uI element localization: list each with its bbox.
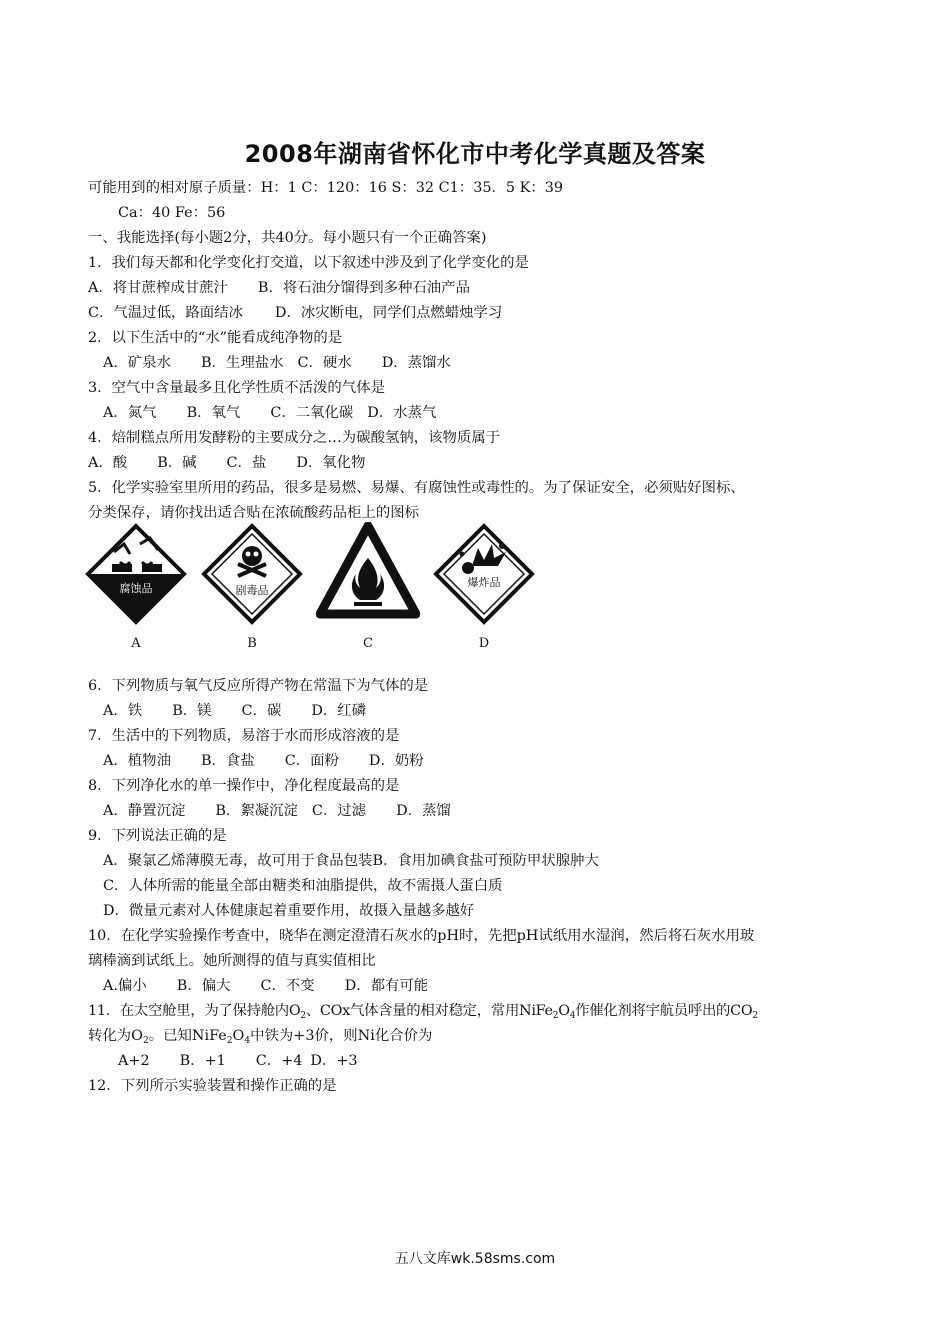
option-c: C．二氧化碳	[270, 405, 354, 421]
option-c: C．硬水	[297, 355, 352, 371]
question-11-stem-line-1	[88, 1001, 758, 1026]
subscript: 2	[142, 1036, 149, 1046]
question-1-options-row-2	[88, 303, 502, 323]
option-c: C．气温过低，路面结冰	[88, 305, 243, 321]
option-a: A.偏小	[103, 978, 147, 994]
sign-letter: A	[131, 636, 141, 651]
question-3-options	[103, 403, 436, 423]
subscript: 4	[244, 1036, 251, 1046]
option-b: B．镁	[172, 703, 212, 719]
option-c: C．碳	[241, 703, 282, 719]
text-run: 、COx气体含量的相对稳定，常用NiFe	[305, 1003, 553, 1019]
question-10-stem-line-2: 璃棒滴到试纸上。她所测得的值与真实值相比	[88, 953, 376, 969]
atomic-mass-line-2: Ca：40 Fe：56	[118, 205, 226, 221]
option-b: B．生理盐水	[200, 355, 284, 371]
corrosive-icon	[84, 522, 188, 630]
option-b: B．食盐	[200, 753, 255, 769]
option-d: D．冰灾断电，同学们点燃蜡烛学习	[274, 305, 503, 321]
text-run: 11．在太空舱里，为了保持舱内O	[88, 1003, 301, 1019]
sign-option-a	[84, 522, 188, 654]
option-a: A．铁	[103, 703, 143, 719]
text-run: 作催化剂将宇航员呼出的CO	[575, 1003, 753, 1019]
question-9-option-c: C．人体所需的能量全部由糖类和油脂提供，故不需摄人蛋白质	[103, 878, 503, 894]
page-title: 2008年湖南省怀化市中考化学真题及答案	[244, 140, 706, 168]
option-a: A．聚氯乙烯薄膜无毒，故可用于食品包装	[103, 853, 373, 869]
sign-letter: D	[478, 636, 490, 651]
question-1-options-row-1	[88, 278, 470, 298]
question-6-options	[103, 701, 366, 721]
question-5-stem-line-1: 5．化学实验室里所用的药品，很多是易燃、易爆、有腐蚀性或毒性的。为了保证安全，必须贴好图标、	[88, 480, 745, 496]
question-12-stem: 12．下列所示实验装置和操作正确的是	[88, 1078, 337, 1094]
text-run: O	[232, 1028, 245, 1044]
option-b: B．絮凝沉淀	[215, 803, 298, 819]
subscript: 2	[752, 1011, 758, 1021]
option-a: A．矿泉水	[103, 355, 171, 371]
question-3-stem: 3．空气中含量最多且化学性质不活泼的气体是	[88, 380, 385, 396]
atomic-mass-line-1: 可能用到的相对原子质量：H：1 C：120：16 S：32 C1：35．5 K：39	[88, 180, 564, 196]
subscript: 2	[226, 1036, 233, 1046]
toxic-icon	[200, 522, 304, 630]
option-c: C．不变	[260, 978, 315, 994]
question-11-stem-line-2	[88, 1026, 432, 1051]
option-d: D．水蒸气	[367, 405, 437, 421]
option-b: B．将石油分馏得到多种石油产品	[257, 280, 470, 296]
question-6-stem: 6．下列物质与氧气反应所得产物在常温下为气体的是	[88, 678, 429, 694]
sign-label: 腐蚀品	[119, 582, 153, 595]
sign-letter: B	[247, 636, 257, 651]
question-11-options	[118, 1051, 358, 1071]
option-c: C．过滤	[311, 803, 367, 819]
question-8-options	[103, 801, 451, 821]
question-7-stem: 7．生活中的下列物质，易溶于水而形成溶液的是	[88, 728, 400, 744]
option-b: B．+1	[179, 1053, 226, 1069]
sign-option-d	[432, 522, 536, 654]
option-b: B．偏大	[176, 978, 231, 994]
flammable-icon	[316, 522, 420, 630]
footer-watermark: 五八文库wk.58sms.com	[394, 1251, 556, 1267]
sign-option-c	[316, 522, 420, 654]
option-a: A．酸	[88, 455, 128, 471]
question-5-stem-line-2: 分类保存，请你找出适合贴在浓硫酸药品柜上的图标	[88, 505, 419, 521]
option-a: A．将甘蔗榨成甘蔗汁	[88, 280, 228, 296]
text-run: 中铁为+3价，则Ni化合价为	[250, 1028, 433, 1044]
sign-letter: C	[363, 636, 373, 651]
question-7-options	[103, 751, 424, 771]
option-d: D．+3	[310, 1053, 358, 1069]
option-a: A．静置沉淀	[103, 803, 186, 819]
question-2-options	[103, 353, 451, 373]
explosive-icon	[432, 522, 536, 630]
question-4-options	[88, 453, 365, 473]
option-c: C．盐	[226, 455, 267, 471]
sign-label: 爆炸品	[467, 576, 501, 589]
option-d: D．氧化物	[296, 455, 366, 471]
option-b: B．氧气	[186, 405, 241, 421]
question-9-options-row-1	[103, 851, 599, 871]
option-b: B．碱	[157, 455, 197, 471]
option-c: C．面粉	[284, 753, 339, 769]
option-a: A+2	[118, 1053, 150, 1069]
question-8-stem: 8．下列净化水的单一操作中，净化程度最高的是	[88, 778, 400, 794]
text-run: 。已知NiFe	[148, 1028, 227, 1044]
sign-label: 剧毒品	[235, 584, 269, 597]
subscript: 2	[552, 1011, 559, 1021]
option-a: A．植物油	[103, 753, 171, 769]
subscript: 2	[300, 1011, 306, 1021]
section-heading: 一、我能选择(每小题2分，共40分。每小题只有一个正确答案)	[88, 230, 487, 246]
question-9-option-d: D．微量元素对人体健康起着重要作用，故摄入量越多越好	[103, 903, 475, 919]
text-run: 转化为O	[88, 1028, 143, 1044]
option-d: D．红磷	[311, 703, 367, 719]
question-4-stem: 4．焙制糕点所用发酵粉的主要成分之…为碳酸氢钠，该物质属于	[88, 430, 501, 446]
subscript: 4	[569, 1011, 576, 1021]
option-b: B．食用加碘食盐可预防甲状腺肿大	[372, 853, 599, 869]
question-10-options	[103, 976, 428, 996]
question-2-stem: 2．以下生活中的“水”能看成纯净物的是	[88, 330, 343, 346]
option-a: A．氮气	[103, 405, 157, 421]
option-d: D．蒸馏水	[381, 355, 451, 371]
option-c: C．+4	[255, 1053, 303, 1069]
hazard-signs	[84, 522, 554, 654]
option-d: D．奶粉	[368, 753, 424, 769]
text-run: O	[558, 1003, 570, 1019]
option-d: D．都有可能	[344, 978, 429, 994]
question-9-stem: 9．下列说法正确的是	[88, 828, 227, 844]
option-d: D．蒸馏	[396, 803, 451, 819]
question-1-stem: 1．我们每天都和化学变化打交道，以下叙述中涉及到了化学变化的是	[88, 255, 529, 271]
question-10-stem-line-1: 10．在化学实验操作考查中，晓华在测定澄清石灰水的pH时，先把pH试纸用水湿润，然后将石灰水用玻	[88, 928, 755, 944]
sign-option-b	[200, 522, 304, 654]
